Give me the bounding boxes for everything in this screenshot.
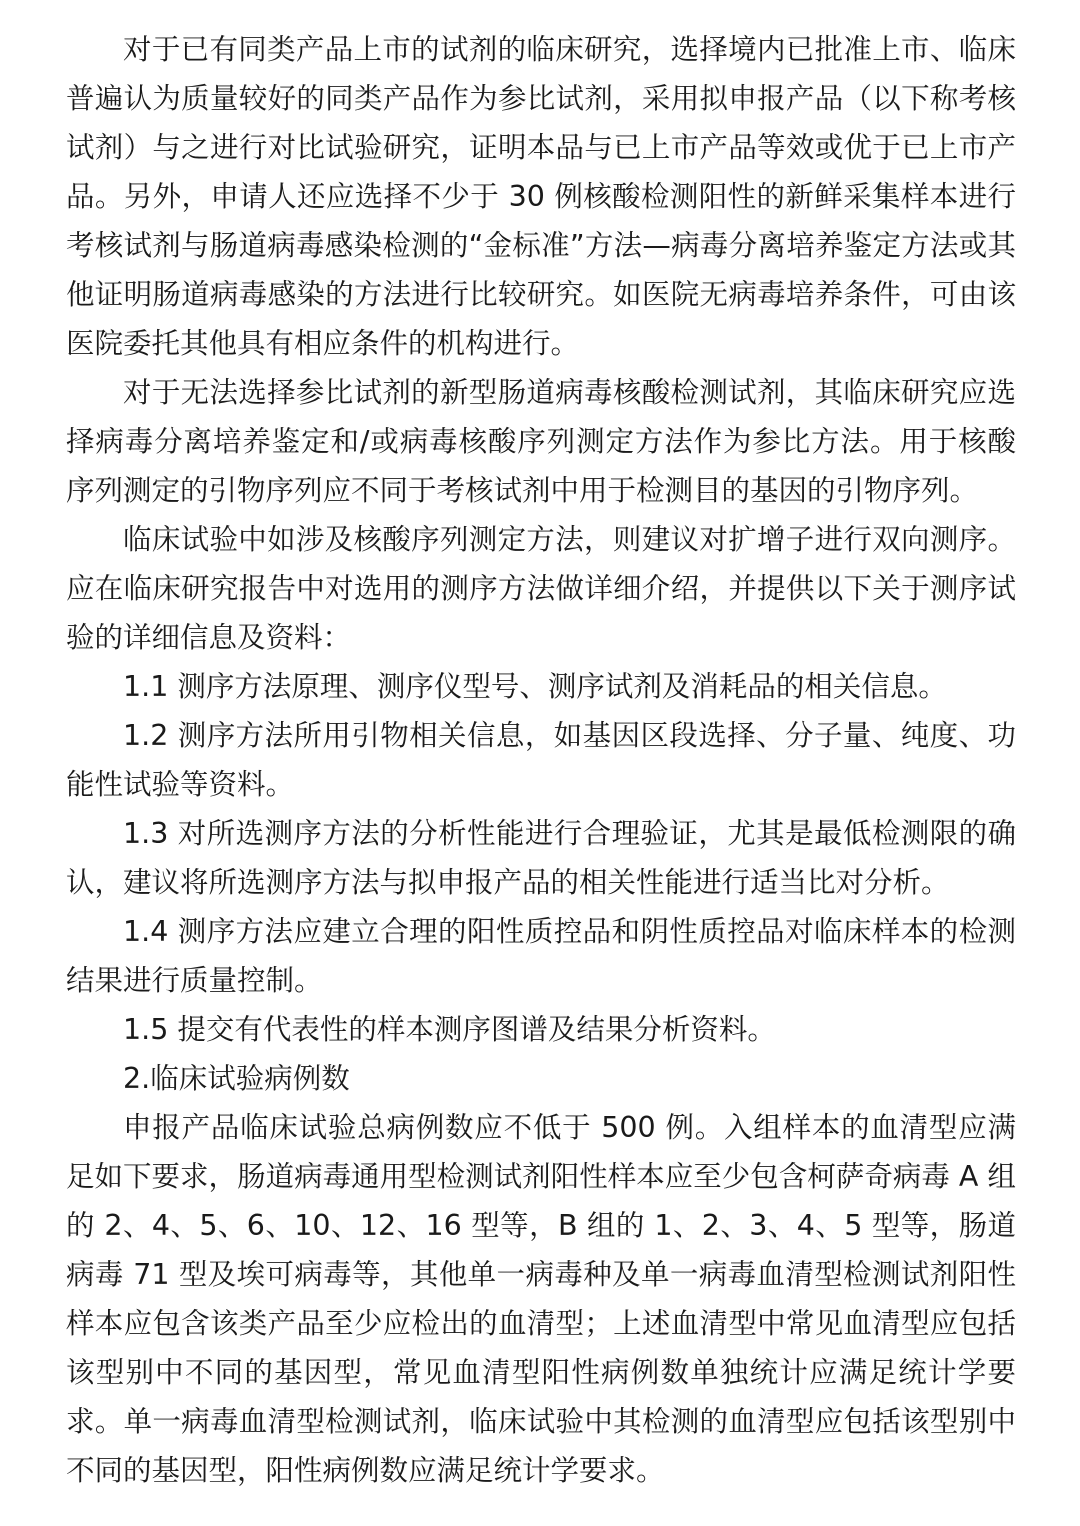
section-heading-case-count: 2.临床试验病例数 (123, 1062, 350, 1095)
list-item-1-3: 1.3 对所选测序方法的分析性能进行合理验证，尤其是最低检测限的确认，建议将所选测序方法与拟申报产品的相关性能进行适当比对分析。 (66, 817, 1016, 899)
list-item-1-2: 1.2 测序方法所用引物相关信息，如基因区段选择、分子量、纯度、功能性试验等资料。 (66, 719, 1016, 801)
paragraph-sequencing-intro: 临床试验中如涉及核酸序列测定方法，则建议对扩增子进行双向测序。应在临床研究报告中对选用的测序方法做详细介绍，并提供以下关于测序试验的详细信息及资料： (66, 523, 1016, 654)
paragraph-case-count: 申报产品临床试验总病例数应不低于 500 例。入组样本的血清型应满足如下要求，肠道病毒通用型检测试剂阳性样本应至少包含柯萨奇病毒 A 组的 2、4、5、6、10、12、16 型等，B 组的 1、2、3、4、5 型等，肠道病毒 71 型及埃可病毒等，其他单一病毒种及单一病毒血清型检测试剂阳性样本应包含该类产品至少应检出的血清型；上述血清型中常见血清型应包括该型别中不同的基因型，常见血清型阳性病例数单独统计应满足统计学要求。单一病毒血清型检测试剂，临床试验中其检测的血清型应包括该型别中不同的基因型，阳性病例数应满足统计学要求。 (66, 1111, 1016, 1487)
paragraph-new-reagent-reference: 对于无法选择参比试剂的新型肠道病毒核酸检测试剂，其临床研究应选择病毒分离培养鉴定和/或病毒核酸序列测定方法作为参比方法。用于核酸序列测定的引物序列应不同于考核试剂中用于检测目的基因的引物序列。 (66, 376, 1016, 507)
list-item-1-5: 1.5 提交有代表性的样本测序图谱及结果分析资料。 (123, 1013, 776, 1046)
list-item-1-1: 1.1 测序方法原理、测序仪型号、测序试剂及消耗品的相关信息。 (123, 670, 947, 703)
list-item-1-4: 1.4 测序方法应建立合理的阳性质控品和阴性质控品对临床样本的检测结果进行质量控制。 (66, 915, 1016, 997)
paragraph-comparison-study: 对于已有同类产品上市的试剂的临床研究，选择境内已批准上市、临床普遍认为质量较好的同类产品作为参比试剂，采用拟申报产品（以下称考核试剂）与之进行对比试验研究，证明本品与已上市产品等效或优于已上市产品。另外，申请人还应选择不少于 30 例核酸检测阳性的新鲜采集样本进行考核试剂与肠道病毒感染检测的“金标准”方法—病毒分离培养鉴定方法或其他证明肠道病毒感染的方法进行比较研究。如医院无病毒培养条件，可由该医院委托其他具有相应条件的机构进行。 (66, 33, 1016, 360)
